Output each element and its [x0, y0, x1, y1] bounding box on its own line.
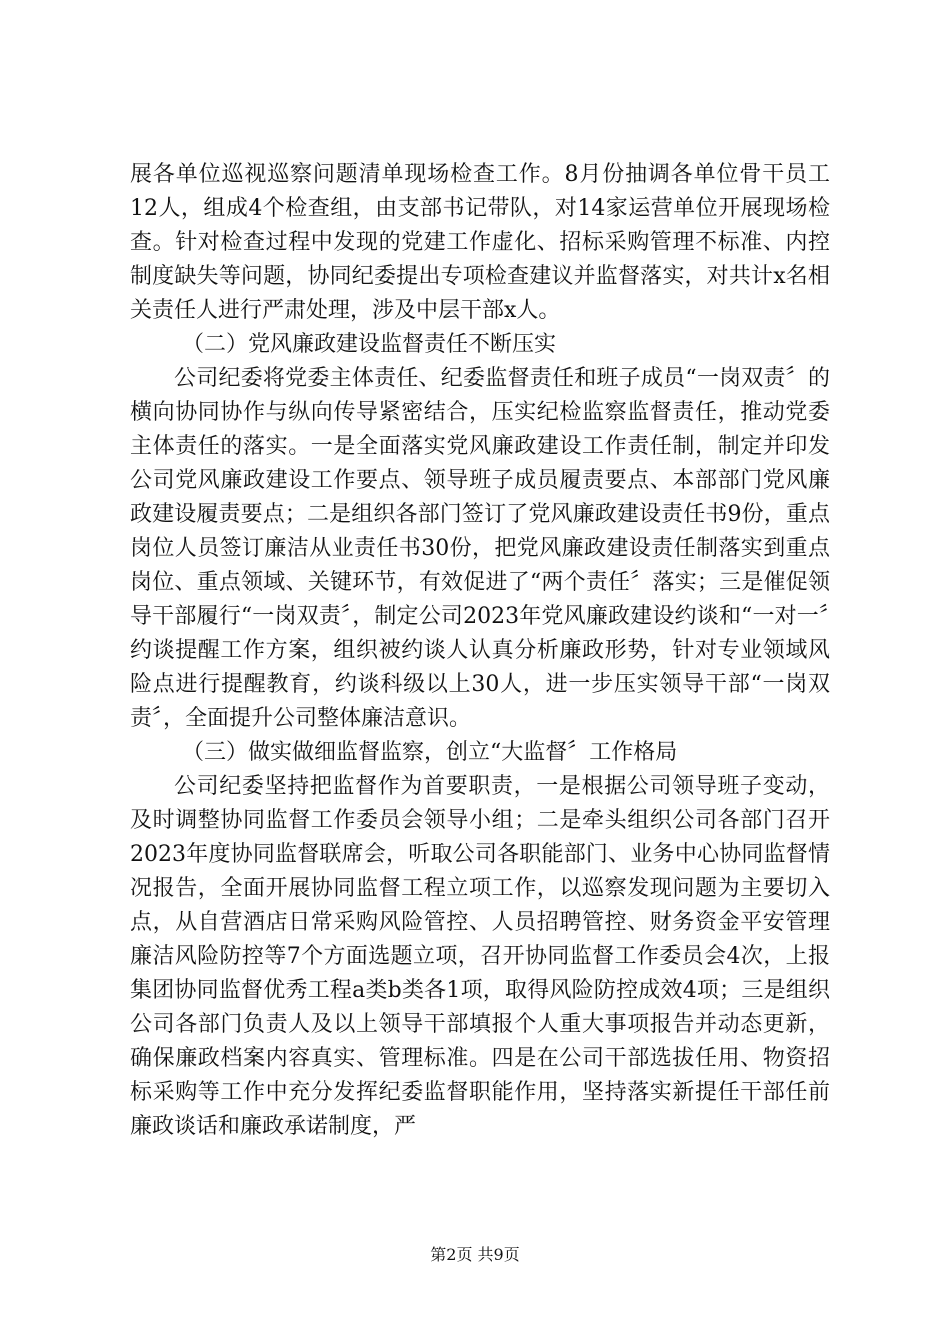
document-body — [130, 158, 830, 1144]
paragraph-continuation: 展各单位巡视巡察问题清单现场检查工作。8月份抽调各单位骨干员工12人，组成4个检查组，由支部书记带队，对14家运营单位开展现场检查。针对检查过程中发现的党建工作虚化、招标采购管理不标准、内控制度缺失等问题，协同纪委提出专项检查建议并监督落实，对共计x名相关责任人进行严肃处理，涉及中层干部x人。 — [130, 162, 830, 323]
section-heading-two: （二）党风廉政建设监督责任不断压实 — [182, 332, 557, 357]
section-heading-three: （三）做实做细监督监察，创立“大监督〞工作格局 — [182, 740, 678, 765]
paragraph-supervision-work: 公司纪委坚持把监督作为首要职责，一是根据公司领导班子变动，及时调整协同监督工作委员会领导小组；二是牵头组织公司各部门召开2023年度协同监督联席会，听取公司各职能部门、业务中心协同监督情况报告，全面开展协同监督工程立项工作，以巡察发现问题为主要切入点，从自营酒店日常采购风险管控、人员招聘管控、财务资金平安管理廉洁风险防控等7个方面选题立项，召开协同监督工作委员会4次，上报集团协同监督优秀工程a类b类各1项，取得风险防控成效4项；三是组织公司各部门负责人及以上领导干部填报个人重大事项报告并动态更新，确保廉政档案内容真实、管理标准。四是在公司干部选拔任用、物资招标采购等工作中充分发挥纪委监督职能作用，坚持落实新提任干部任前廉政谈话和廉政承诺制度，严 — [130, 774, 830, 1139]
paragraph-supervision-responsibility: 公司纪委将党委主体责任、纪委监督责任和班子成员“一岗双责〞的横向协同协作与纵向传导紧密结合，压实纪检监察监督责任，推动党委主体责任的落实。一是全面落实党风廉政建设工作责任制，制定并印发公司党风廉政建设工作要点、领导班子成员履责要点、本部部门党风廉政建设履责要点；二是组织各部门签订了党风廉政建设责任书9份，重点岗位人员签订廉洁从业责任书30份，把党风廉政建设责任制落实到重点岗位、重点领域、关键环节，有效促进了“两个责任〞落实；三是催促领导干部履行“一岗双责〞，制定公司2023年党风廉政建设约谈和“一对一〞约谈提醒工作方案，组织被约谈人认真分析廉政形势，针对专业领域风险点进行提醒教育，约谈科级以上30人，进一步压实领导干部“一岗双责〞，全面提升公司整体廉洁意识。 — [130, 366, 830, 731]
page-number-footer: 第2页 共9页 — [430, 1245, 520, 1264]
